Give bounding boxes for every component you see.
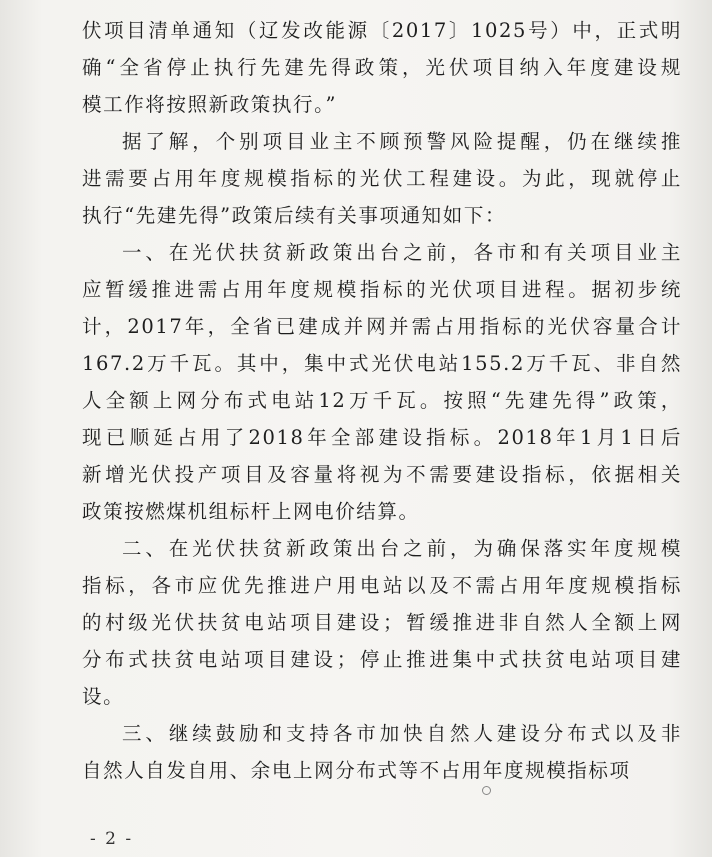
text-line: 计，2017年，全省已建成并网并需占用指标的光伏容量合计 [82,315,682,338]
text-line: 二、在光伏扶贫新政策出台之前，为确保落实年度规模 [122,537,682,560]
text-line: 进需要占用年度规模指标的光伏工程建设。为此，现就停止 [82,167,682,190]
page-number: - 2 - [90,829,134,849]
text-line: 三、继续鼓励和支持各市加快自然人建设分布式以及非 [122,722,682,745]
document-body [82,12,682,789]
text-line: 新增光伏投产项目及容量将视为不需要建设指标，依据相关 [82,463,682,486]
text-line: 据了解，个别项目业主不顾预警风险提醒，仍在继续推 [122,130,682,153]
scan-speck [482,786,491,795]
paragraph [82,234,682,530]
text-line: 执行“先建先得”政策后续有关事项通知如下： [82,204,507,227]
text-line: 确“全省停止执行先建先得政策，光伏项目纳入年度建设规 [82,56,682,79]
paragraph [82,530,682,715]
text-line: 167.2万千瓦。其中，集中式光伏电站155.2万千瓦、非自然 [82,352,682,375]
text-line: 的村级光伏扶贫电站项目建设；暂缓推进非自然人全额上网 [82,611,682,634]
text-line: 模工作将按照新政策执行。” [82,93,338,116]
text-line: 指标，各市应优先推进户用电站以及不需占用年度规模指标 [82,574,682,597]
text-line: 设。 [82,685,125,708]
text-line: 分布式扶贫电站项目建设；停止推进集中式扶贫电站项目建 [82,648,682,671]
text-line: 现已顺延占用了2018年全部建设指标。2018年1月1日后 [82,426,682,449]
text-line: 伏项目清单通知（辽发改能源〔2017〕1025号）中，正式明 [82,19,682,42]
text-line: 一、在光伏扶贫新政策出台之前，各市和有关项目业主 [122,241,682,264]
text-line: 自然人自发自用、余电上网分布式等不占用年度规模指标项 [82,759,631,782]
paragraph [82,715,682,789]
text-line: 政策按燃煤机组标杆上网电价结算。 [82,500,420,523]
paragraph [82,12,682,123]
text-line: 应暂缓推进需占用年度规模指标的光伏项目进程。据初步统 [82,278,682,301]
text-line: 人全额上网分布式电站12万千瓦。按照“先建先得”政策， [82,389,682,412]
paragraph [82,123,682,234]
